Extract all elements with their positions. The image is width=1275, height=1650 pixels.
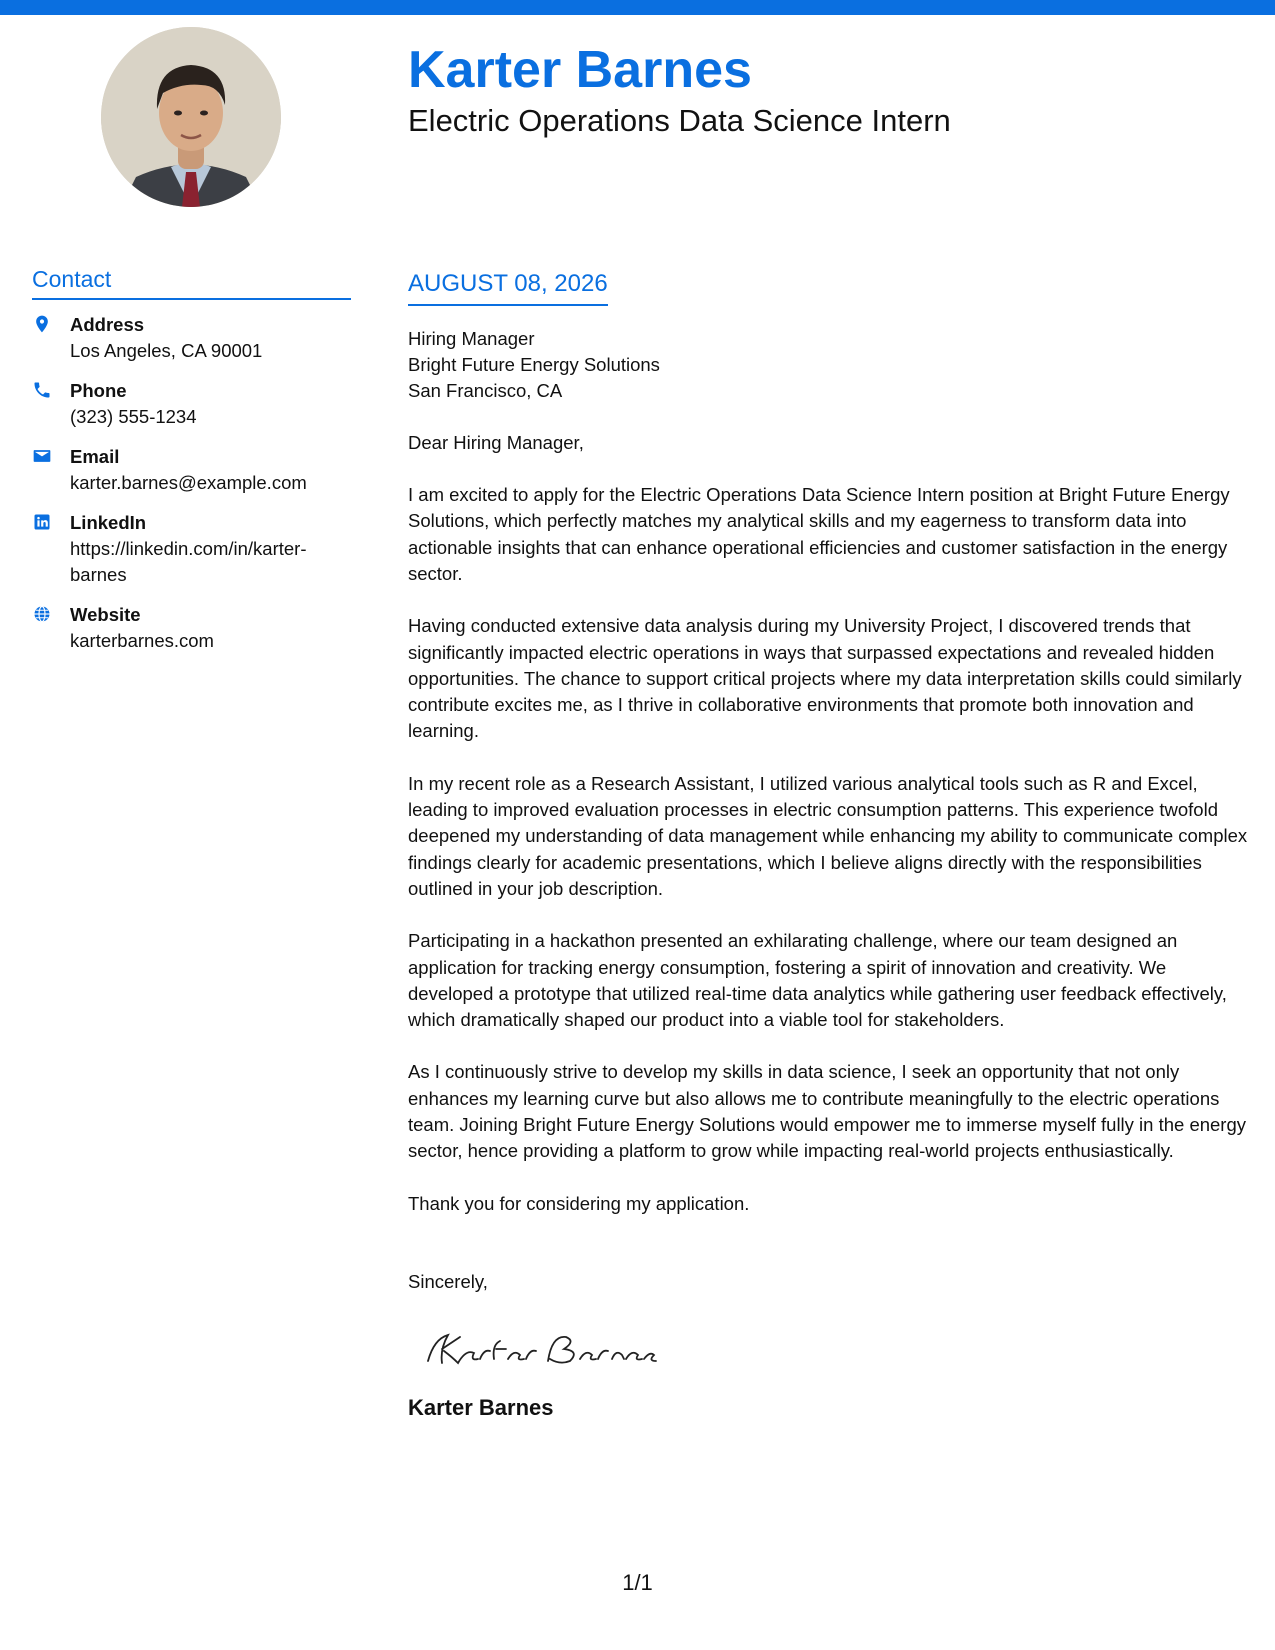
recipient-line: Bright Future Energy Solutions (408, 353, 660, 375)
contact-value: karterbarnes.com (70, 629, 214, 651)
letter-date: AUGUST 08, 2026 (408, 270, 608, 306)
recipient-line: San Francisco, CA (408, 379, 563, 401)
linkedin-icon (32, 510, 70, 588)
contact-label: Email (70, 445, 120, 467)
job-title: Electric Operations Data Science Intern (408, 103, 951, 138)
candidate-name: Karter Barnes (408, 41, 752, 99)
handwritten-signature (420, 1319, 660, 1375)
contact-label: Phone (70, 379, 127, 401)
contact-phone (32, 378, 351, 430)
profile-photo-illustration (101, 27, 281, 207)
letter-body (408, 270, 1255, 1421)
contact-value: (323) 555-1234 (70, 405, 197, 427)
contact-label: LinkedIn (70, 511, 147, 533)
contact-sidebar (32, 266, 351, 668)
contact-value: karter.barnes@example.com (70, 471, 307, 493)
page-number: 1/1 (622, 1570, 653, 1595)
phone-icon (32, 378, 70, 430)
contact-label: Address (70, 313, 145, 335)
email-icon (32, 444, 70, 496)
letter-paragraph: I am excited to apply for the Electric Operations Data Science Intern position at Bright Future Energy Solutions, which perfectly matches my analytical skills and my eagerness to transform data into actionable insights that can enhance operational efficiencies and customer satisfaction in the energy sector. (408, 484, 1230, 584)
signature-drawing (420, 1319, 660, 1375)
contact-website (32, 602, 351, 654)
profile-photo (101, 27, 281, 207)
contact-label: Website (70, 603, 141, 625)
letter-paragraph: Participating in a hackathon presented an exhilarating challenge, where our team designed an application for tracking energy consumption, fostering a spirit of innovation and creativity. We developed a prototype that utilized real-time data analytics while gathering user feedback effectively, which dramatically shaped our product into a viable tool for stakeholders. (408, 930, 1227, 1031)
letter-paragraph: Having conducted extensive data analysis during my University Project, I discovered trends that significantly impacted electric operations in ways that surpassed expectations and revealed hidden opportunities. The chance to support critical projects where my data interpretation skills could similarly contribute excites me, as I thrive in collaborative environments that promote both innovation and learning. (408, 615, 1242, 742)
top-accent-bar (0, 0, 1275, 15)
contact-linkedin (32, 510, 351, 588)
contact-value: Los Angeles, CA 90001 (70, 339, 263, 361)
recipient-line: Hiring Manager (408, 327, 535, 349)
globe-icon (32, 602, 70, 654)
closing: Sincerely, (408, 1270, 488, 1292)
contact-email (32, 444, 351, 496)
letter-paragraph: As I continuously strive to develop my skills in data science, I seek an opportunity that not only enhances my learning curve but also allows me to contribute meaningfully to the electric operations team. Joining Bright Future Energy Solutions would empower me to immerse myself fully in the energy sector, hence providing a platform to grow while impacting real-world projects enthusiastically. (408, 1061, 1247, 1162)
contact-heading: Contact (32, 266, 351, 300)
letter-paragraph: Thank you for considering my application. (408, 1192, 750, 1214)
contact-address (32, 312, 351, 364)
signed-name: Karter Barnes (408, 1394, 554, 1420)
salutation: Dear Hiring Manager, (408, 431, 584, 453)
contact-value: https://linkedin.com/in/karter-barnes (70, 537, 307, 585)
letter-paragraph: In my recent role as a Research Assistant, I utilized various analytical tools such as R and Excel, leading to improved evaluation processes in electric consumption patterns. This experience twofold deepened my understanding of data management while enhancing my ability to communicate complex findings clearly for academic presentations, which I believe aligns directly with the responsibilities outlined in your job description. (408, 772, 1248, 899)
location-pin-icon (32, 312, 70, 364)
recipient-block (408, 326, 1255, 404)
